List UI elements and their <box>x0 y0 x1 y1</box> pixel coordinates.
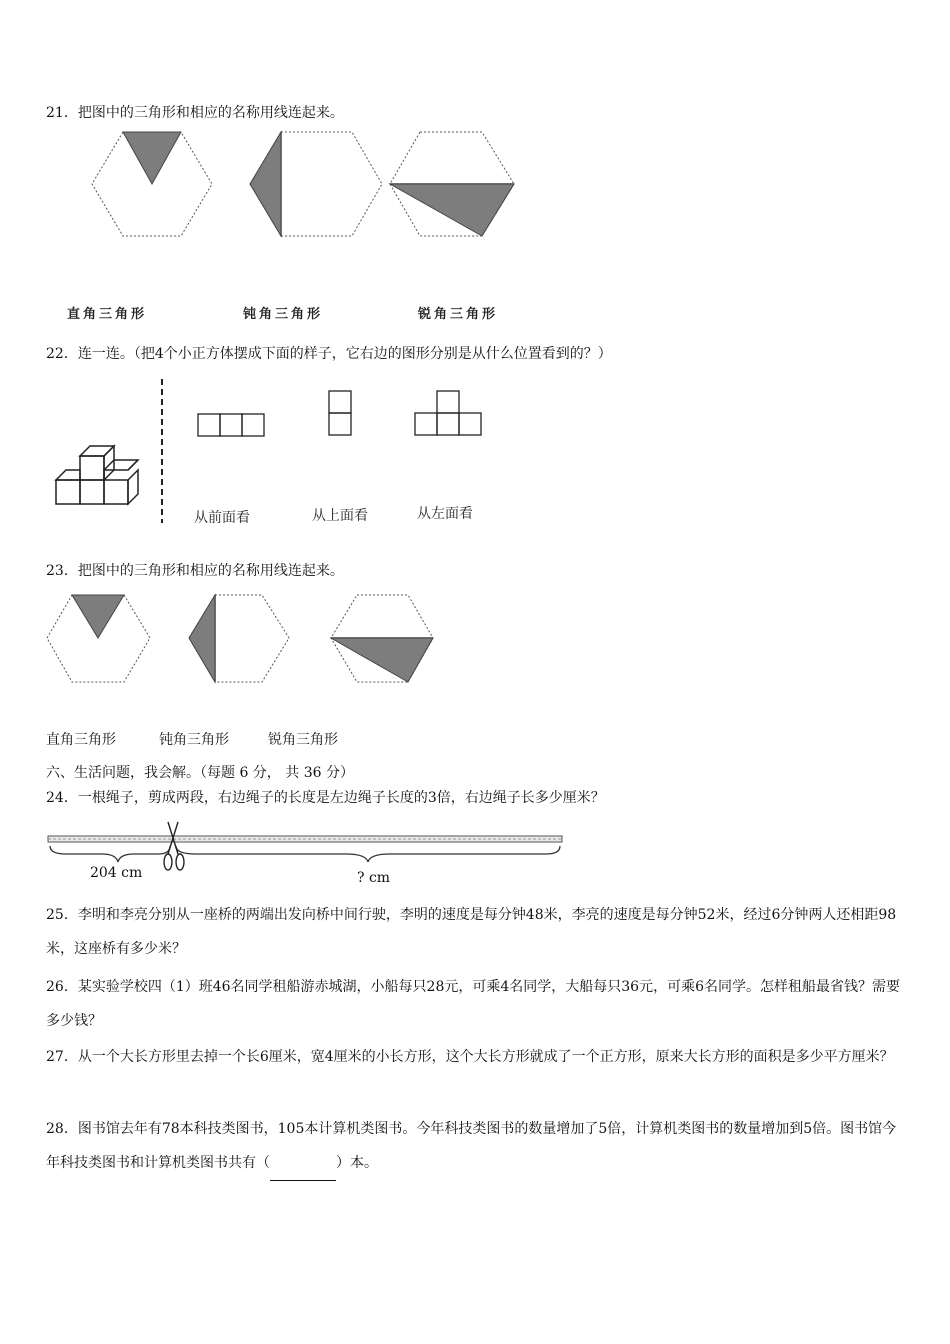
q21-label-obtuse: 钝角三角形 <box>243 307 324 322</box>
q23-label-obtuse: 钝角三角形 <box>159 732 229 748</box>
q28-text-before: 28．图书馆去年有78本科技类图书，105本计算机类图书。今年科技类图书的数量增加了5倍，计算机类图书的数量增加到5倍。图书馆今年科技类图书和计算机类图书共有（ <box>46 1121 897 1171</box>
left-brace <box>50 846 170 862</box>
q28-answer-blank[interactable] <box>270 1146 336 1181</box>
q22-left-view <box>415 391 481 435</box>
q21-hexagon-2 <box>250 132 382 236</box>
q24-left-length: 204 cm <box>90 865 143 881</box>
q22-top-view <box>329 391 351 435</box>
q21-label-acute: 锐角三角形 <box>418 307 499 322</box>
question-21: 21．把图中的三角形和相应的名称用线连起来。 <box>46 105 344 121</box>
q23-hexagon-figures <box>40 590 460 690</box>
scissors-icon <box>164 822 184 870</box>
q21-hexagon-3 <box>390 132 514 236</box>
q23-hexagon-1 <box>47 595 150 682</box>
question-22: 22．连一连。（把4个小正方体摆成下面的样子，它右边的图形分别是从什么位置看到的？） <box>46 346 612 362</box>
question-27: 27．从一个大长方形里去掉一个长6厘米，宽4厘米的小长方形，这个大长方形就成了一个正方形，原来大长方形的面积是多少平方厘米？ <box>46 1049 894 1065</box>
q23-label-acute: 锐角三角形 <box>268 732 338 748</box>
question-26: 26．某实验学校四（1）班46名同学租船游赤城湖，小船每只28元，可乘4名同学，大船每只36元，可乘6名同学。怎样租船最省钱？需要多少钱？ <box>46 979 900 1029</box>
q21-hexagon-figures <box>40 128 540 248</box>
q22-view-left: 从左面看 <box>417 506 473 522</box>
q22-cube-stack <box>56 446 138 504</box>
q24-right-length: ? cm <box>357 870 391 886</box>
right-brace <box>176 846 560 862</box>
section-6-title: 六、生活问题，我会解。（每题 6 分， 共 36 分） <box>46 765 354 781</box>
q21-hexagon-1 <box>92 132 212 236</box>
question-28 <box>46 1112 908 1181</box>
q22-view-front: 从前面看 <box>194 510 250 526</box>
q22-front-view <box>198 414 264 436</box>
q23-label-right: 直角三角形 <box>46 732 116 748</box>
q23-hexagon-2 <box>189 595 289 682</box>
question-23: 23．把图中的三角形和相应的名称用线连起来。 <box>46 563 344 579</box>
q22-view-top: 从上面看 <box>312 508 368 524</box>
q21-label-right: 直角三角形 <box>67 307 148 322</box>
q23-hexagon-3 <box>331 595 433 682</box>
q28-text-after: ）本。 <box>336 1155 378 1171</box>
question-24: 24．一根绳子，剪成两段，右边绳子的长度是左边绳子长度的3倍，右边绳子长多少厘米？ <box>46 790 605 806</box>
question-25: 25．李明和李亮分别从一座桥的两端出发向桥中间行驶，李明的速度是每分钟48米，李亮的速度是每分钟52米，经过6分钟两人还相距98米，这座桥有多少米？ <box>46 907 897 957</box>
